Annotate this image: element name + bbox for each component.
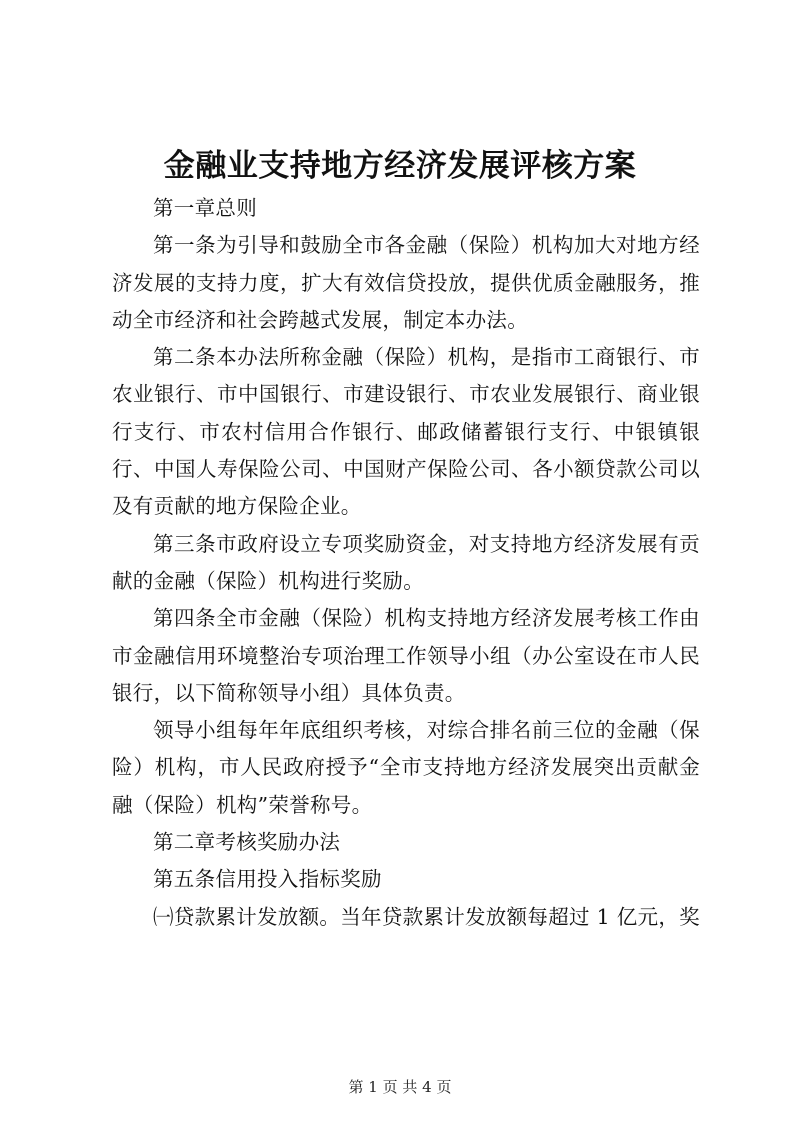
chapter-heading: 第一章总则 <box>153 196 257 220</box>
article-paragraph: 领导小组每年年底组织考核，对综合排名前三位的金融（保险）机构，市人民政府授予“全市支持地方经济发展突出贡献金融（保险）机构”荣誉称号。 <box>112 718 700 817</box>
document-title: 金融业支持地方经济发展评核方案 <box>163 148 637 184</box>
page-number-footer: 第 1 页 共 4 页 <box>348 1078 452 1096</box>
chapter-heading: 第二章考核奖励办法 <box>153 830 341 855</box>
article-paragraph: ㈠贷款累计发放额。当年贷款累计发放额每超过 1 亿元，奖 <box>153 904 700 929</box>
article-paragraph: 第三条市政府设立专项奖励资金，对支持地方经济发展有贡献的金融（保险）机构进行奖励。 <box>112 531 700 593</box>
article-paragraph: 第一条为引导和鼓励全市各金融（保险）机构加大对地方经济发展的支持力度，扩大有效信贷投放，提供优质金融服务，推动全市经济和社会跨越式发展，制定本办法。 <box>112 233 700 332</box>
document-body <box>112 190 700 936</box>
article-paragraph: 第四条全市金融（保险）机构支持地方经济发展考核工作由市金融信用环境整治专项治理工作领导小组（办公室设在市人民银行，以下简称领导小组）具体负责。 <box>112 606 700 705</box>
article-paragraph: 第五条信用投入指标奖励 <box>153 867 382 892</box>
article-paragraph: 第二条本办法所称金融（保险）机构，是指市工商银行、市农业银行、市中国银行、市建设银行、市农业发展银行、商业银行支行、市农村信用合作银行、邮政储蓄银行支行、中银镇银行、中国人寿保险公司、中国财产保险公司、各小额贷款公司以及有贡献的地方保险企业。 <box>112 345 700 519</box>
